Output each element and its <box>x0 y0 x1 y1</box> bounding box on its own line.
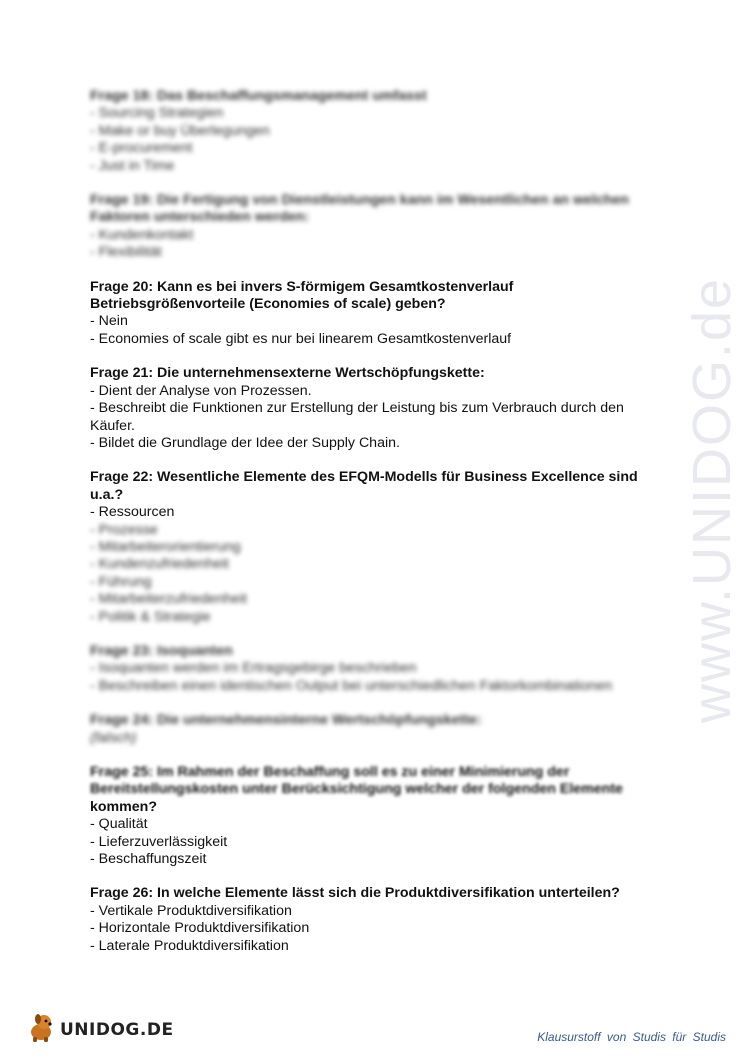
answer-item: - Economies of scale gibt es nur bei linearem Gesamtkostenverlauf <box>90 330 512 347</box>
answer-item: - Make or buy Überlegungen <box>90 122 270 139</box>
answer-item: - Führung <box>90 573 152 590</box>
answer-item: - Sourcing Strategien <box>90 105 224 122</box>
page-content <box>90 88 670 972</box>
answer-item: (falsch) <box>90 729 137 746</box>
unidog-logo[interactable] <box>24 1010 174 1049</box>
answer-item: - Nein <box>90 313 128 330</box>
question-25-part2: kommen? <box>90 798 158 815</box>
answer-item: - Ressourcen <box>90 504 175 521</box>
question-21: Frage 21: Die unternehmensexterne Wertschöpfungskette: <box>90 365 485 382</box>
answer-item: - Bildet die Grundlage der Idee der Supply Chain. <box>90 434 400 451</box>
question-26: Frage 26: In welche Elemente lässt sich die Produktdiversifikation unterteilen? <box>90 885 620 902</box>
watermark: www.UNIDOG.de <box>682 276 742 724</box>
answer-item: - Beschreibt die Funktionen zur Erstellung der Leistung bis zum Verbrauch durch den Käufer. <box>90 400 624 434</box>
question-23: Frage 23: Isoquanten <box>90 642 233 659</box>
answer-item: - Isoquanten werden im Ertragsgebirge beschrieben <box>90 660 417 677</box>
answer-item: - Politik & Strategie <box>90 608 211 625</box>
question-18: Frage 18: Das Beschaffungsmanagement umfasst <box>90 88 427 104</box>
footer-tagline: Klausurstoff von Studis für Studis <box>537 1030 726 1044</box>
question-block-21 <box>90 365 670 452</box>
answer-item: - Kundenkontakt <box>90 226 194 243</box>
answer-item: - Lieferzuverlässigkeit <box>90 833 228 850</box>
dog-mascot-icon <box>24 1010 58 1049</box>
question-block-25 <box>90 764 670 868</box>
answer-item: - Just in Time <box>90 157 175 174</box>
answer-item: - Mitarbeiterorientierung <box>90 538 241 555</box>
answer-item: - Qualität <box>90 816 148 833</box>
question-22: Frage 22: Wesentliche Elemente des EFQM-Modells für Business Excellence sind u.a.? <box>90 469 638 503</box>
question-24: Frage 24: Die unternehmensinterne Wertschöpfungskette: <box>90 712 482 729</box>
answer-item: - E-procurement <box>90 140 193 157</box>
question-block-24 <box>90 712 670 747</box>
question-block-19 <box>90 192 670 262</box>
answer-item: - Beschreiben einen identischen Output bei unterschiedlichen Faktorkombinationen <box>90 677 613 694</box>
answer-item: - Dient der Analyse von Prozessen. <box>90 382 312 399</box>
answer-item: - Mitarbeiterzufriedenheit <box>90 591 247 608</box>
answer-item: - Kundenzufriedenheit <box>90 556 229 573</box>
question-block-26 <box>90 885 670 955</box>
question-block-18 <box>90 88 670 175</box>
answer-item: - Vertikale Produktdiversifikation <box>90 902 292 919</box>
question-20: Frage 20: Kann es bei invers S-förmigem Gesamtkostenverlauf Betriebsgrößenvorteile (Economies of scale) geben? <box>90 278 514 313</box>
question-block-23 <box>90 643 670 695</box>
answer-item: - Flexibilität <box>90 244 162 261</box>
answer-item: - Horizontale Produktdiversifikation <box>90 920 310 937</box>
logo-text: UNIDOG.DE <box>60 1019 174 1040</box>
question-block-20 <box>90 279 670 349</box>
question-25-part1: Frage 25: Im Rahmen der Beschaffung soll es zu einer Minimierung der Bereitstellungskosten unter Berücksichtigung welcher der folgenden Elemente <box>90 764 623 798</box>
answer-item: - Prozesse <box>90 521 158 538</box>
question-block-22 <box>90 469 670 626</box>
answer-item: - Beschaffungszeit <box>90 851 207 868</box>
answer-item: - Laterale Produktdiversifikation <box>90 937 289 954</box>
question-19: Frage 19: Die Fertigung von Dienstleistungen kann im Wesentlichen an welchen Faktoren unterschieden werden: <box>90 192 629 226</box>
